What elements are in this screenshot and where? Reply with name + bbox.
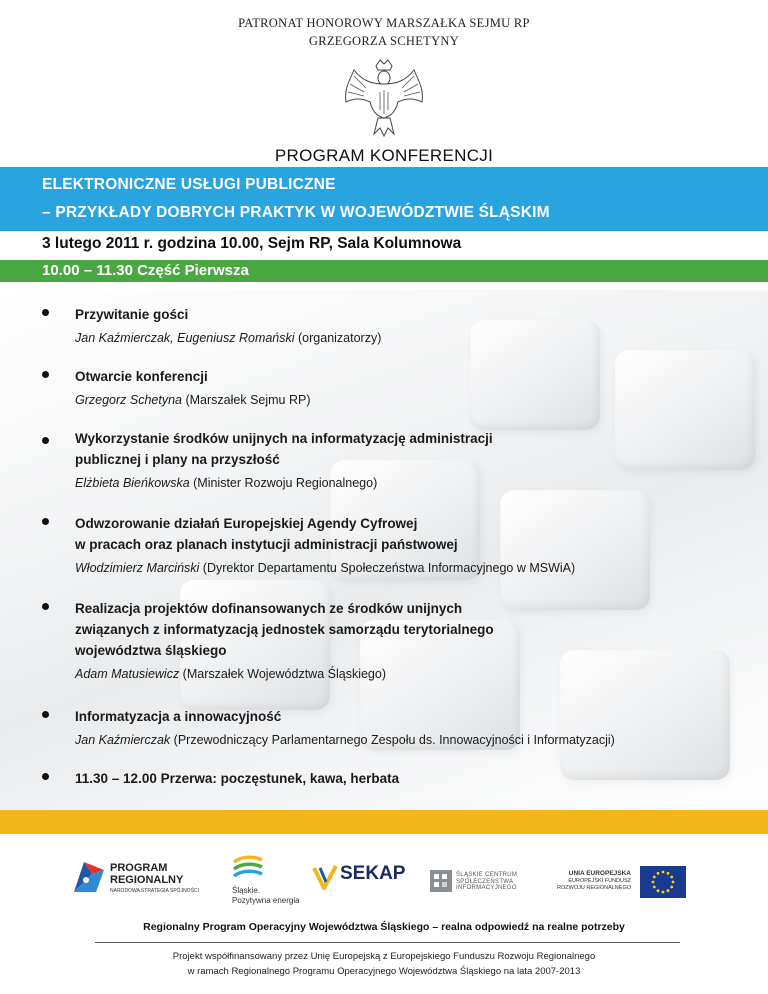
bullet-icon [42, 371, 49, 378]
scsi-logo-icon [430, 870, 452, 892]
speaker-role: (organizatorzy) [294, 331, 382, 345]
agenda-title [75, 366, 742, 387]
agenda-title-line: Informatyzacja a innowacyjność [75, 709, 282, 724]
slaskie-line2: Pozytywna energia [232, 896, 300, 905]
program-title: PROGRAM KONFERENCJI [274, 146, 494, 165]
conference-title-line-2: – PRZYKŁADY DOBRYCH PRAKTYK W WOJEWÓDZTWIE ŚLĄSKIM [42, 204, 550, 221]
speaker-role: (Dyrektor Departamentu Społeczeństwa Informacyjnego w MSWiA) [199, 561, 576, 575]
patronat-header [0, 14, 768, 50]
agenda-item [42, 768, 742, 789]
speaker-name: Jan Kaźmierczak [75, 733, 171, 747]
agenda-item [42, 513, 742, 577]
sponsor-logos [0, 850, 768, 910]
speaker-role: (Przewodniczący Parlamentarnego Zespołu ds. Innowacyjności i Informatyzacji) [170, 733, 615, 747]
agenda-speaker [75, 329, 742, 347]
bullet-icon [42, 309, 49, 316]
footer-line-2: w ramach Regionalnego Programu Operacyjnego Województwa Śląskiego na lata 2007-2013 [187, 966, 581, 977]
agenda-title-line: publicznej i plany na przyszłość [75, 452, 280, 467]
eu-flag-icon [640, 866, 686, 898]
bullet-icon [42, 773, 49, 780]
agenda-title [75, 304, 742, 325]
agenda-item [42, 428, 742, 492]
slaskie-logo-icon [230, 854, 266, 884]
eu-line2: EUROPEJSKI FUNDUSZ [568, 877, 631, 884]
bullet-icon [42, 437, 49, 444]
eagle-emblem-icon [340, 58, 428, 140]
patronat-line-1: PATRONAT HONOROWY MARSZAŁKA SEJMU RP [238, 16, 530, 30]
eu-text [553, 870, 631, 893]
agenda-title-line: Otwarcie konferencji [75, 369, 208, 384]
slaskie-line1: Śląskie. [232, 886, 261, 895]
speaker-name: Jan Kaźmierczak, Eugeniusz Romański [75, 331, 295, 345]
sekap-text: SEKAP [340, 863, 406, 884]
conference-title-line-1: ELEKTRONICZNE USŁUGI PUBLICZNE [42, 176, 336, 193]
agenda-title [75, 706, 742, 727]
eu-line1: UNIA EUROPEJSKA [568, 870, 631, 877]
program-regionalny-line1: PROGRAM [110, 862, 168, 874]
agenda-item [42, 366, 742, 409]
speaker-name: Elżbieta Bieńkowska [75, 476, 190, 490]
agenda-item [42, 598, 742, 683]
program-regionalny-line3: NARODOWA STRATEGIA SPÓJNOŚCI [110, 888, 199, 894]
bullet-icon [42, 711, 49, 718]
agenda-speaker [75, 559, 742, 577]
footer-divider [95, 942, 680, 943]
speaker-role: (Minister Rozwoju Regionalnego) [189, 476, 378, 490]
section-band [0, 260, 768, 282]
agenda-title-line: w pracach oraz planach instytucji administracji państwowej [75, 537, 458, 552]
program-regionalny-logo-icon [72, 860, 106, 894]
agenda-title-line: Realizacja projektów dofinansowanych ze środków unijnych [75, 601, 463, 616]
speaker-role: (Marszałek Sejmu RP) [182, 393, 311, 407]
agenda-speaker [75, 731, 742, 749]
agenda-speaker [75, 391, 742, 409]
agenda-title-line: Odwzorowanie działań Europejskiej Agendy Cyfrowej [75, 516, 418, 531]
agenda-title-line: związanych z informatyzacją jednostek samorządu terytorialnego [75, 622, 494, 637]
scsi-line1: ŚLĄSKIE CENTRUM [456, 872, 518, 878]
scsi-line3: INFORMACYJNEGO [456, 885, 517, 891]
footer-tagline: Regionalny Program Operacyjny Województwa Śląskiego – realna odpowiedź na realne potrzeby [143, 921, 625, 933]
scsi-text [456, 872, 517, 892]
agenda-speaker [75, 665, 742, 683]
date-location: 3 lutego 2011 r. godzina 10.00, Sejm RP, Sala Kolumnowa [42, 235, 462, 252]
agenda-title [75, 513, 742, 555]
patronat-line-2: GRZEGORZA SCHETYNY [308, 34, 460, 48]
speaker-name: Włodzimierz Marciński [75, 561, 200, 575]
agenda-title [75, 768, 742, 789]
agenda-title-line: 11.30 – 12.00 Przerwa: poczęstunek, kawa, herbata [75, 771, 400, 786]
agenda-title [75, 428, 742, 470]
agenda-speaker [75, 474, 742, 492]
slaskie-text [232, 886, 300, 906]
agenda-title-line: województwa śląskiego [75, 643, 227, 658]
speaker-role: (Marszałek Województwa Śląskiego) [179, 667, 386, 681]
agenda-title-line: Przywitanie gości [75, 307, 189, 322]
eu-line3: ROZWOJU REGIONALNEGO [557, 885, 631, 891]
program-regionalny-text [110, 862, 183, 886]
footer-line-1: Projekt współfinansowany przez Unię Europejską z Europejskiego Funduszu Rozwoju Regionalnego [172, 951, 596, 962]
speaker-name: Grzegorz Schetyna [75, 393, 182, 407]
agenda-title-line: Wykorzystanie środków unijnych na informatyzację administracji [75, 431, 493, 446]
agenda-item [42, 706, 742, 749]
bullet-icon [42, 518, 49, 525]
speaker-name: Adam Matusiewicz [75, 667, 180, 681]
agenda-title [75, 598, 742, 661]
program-regionalny-line2: REGIONALNY [110, 874, 184, 886]
agenda-item [42, 304, 742, 347]
bullet-icon [42, 603, 49, 610]
conference-title-band [0, 167, 768, 231]
section-label: 10.00 – 11.30 Część Pierwsza [42, 262, 249, 279]
footer-text [0, 949, 768, 979]
orange-divider-band [0, 810, 768, 834]
scsi-line2: SPOŁECZEŃSTWA [456, 878, 514, 885]
sekap-logo-icon [312, 864, 338, 890]
